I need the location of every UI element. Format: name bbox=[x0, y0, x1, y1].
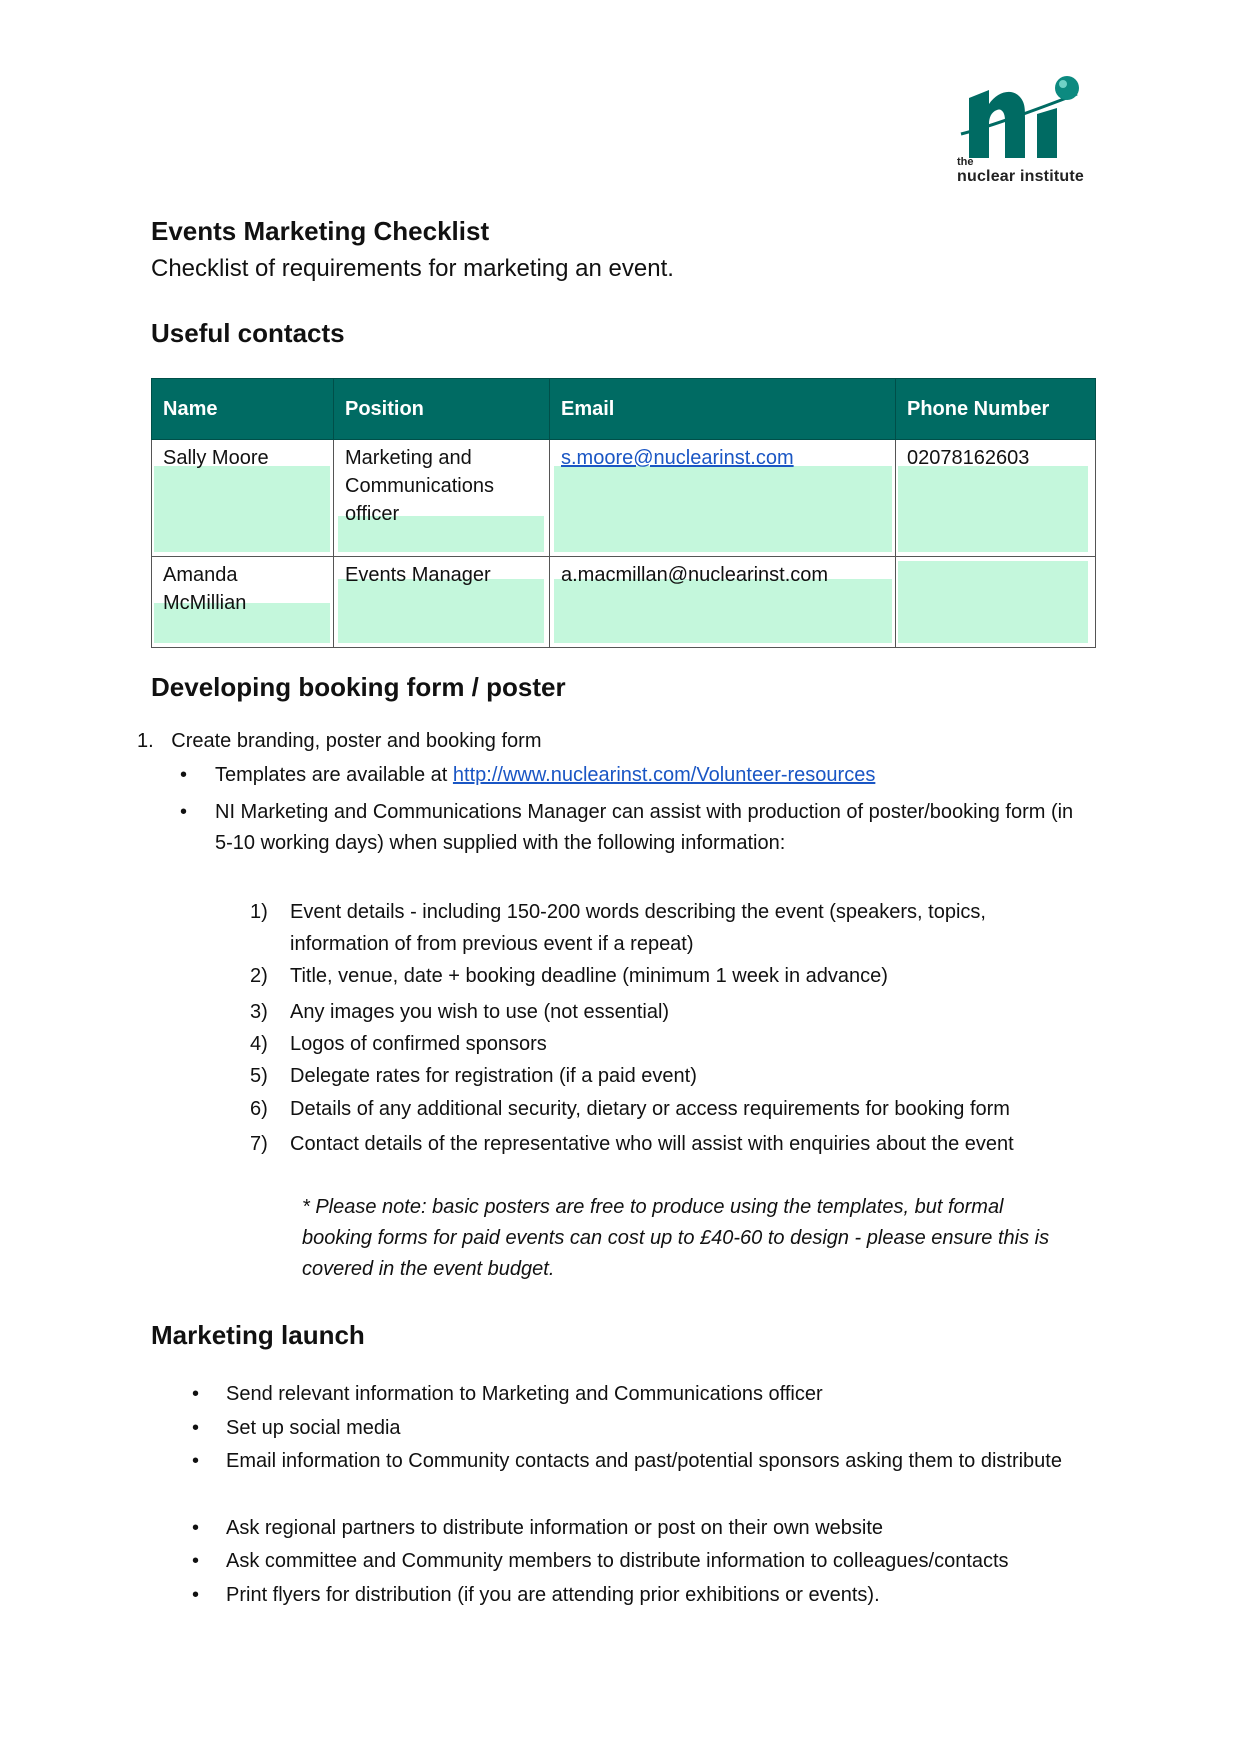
header-phone: Phone Number bbox=[896, 379, 1096, 440]
info-text: Event details - including 150-200 words describing the event (speakers, topics, information of from previous event if a repeat) bbox=[290, 901, 986, 955]
contact-position-cell bbox=[334, 440, 550, 557]
info-text: Logos of confirmed sponsors bbox=[290, 1033, 547, 1055]
bullet-icon: • bbox=[180, 764, 188, 786]
logo-name-text: nuclear institute bbox=[957, 168, 1084, 185]
info-number: 6) bbox=[250, 1098, 268, 1120]
contact-name: Amanda McMillian bbox=[163, 564, 247, 614]
step-text: Create branding, poster and booking form bbox=[171, 730, 542, 752]
list-item bbox=[192, 1414, 1106, 1442]
marketing-item-text: Set up social media bbox=[226, 1417, 401, 1439]
contact-position: Events Manager bbox=[345, 564, 491, 586]
marketing-item-text: Print flyers for distribution (if you are attending prior exhibitions or events). bbox=[226, 1584, 880, 1606]
list-item bbox=[192, 1380, 1106, 1408]
bullet-icon: • bbox=[192, 1417, 200, 1439]
page-subtitle: Checklist of requirements for marketing an event. bbox=[151, 255, 674, 282]
contacts-header-row bbox=[152, 379, 1096, 440]
logo-the-text: the bbox=[957, 156, 974, 168]
contact-name-cell bbox=[152, 440, 334, 557]
contact-position-cell bbox=[334, 557, 550, 648]
ni-logo-icon bbox=[955, 74, 1100, 166]
booking-step-1 bbox=[137, 730, 541, 753]
marketing-item-text: Ask committee and Community members to distribute information to colleagues/contacts bbox=[226, 1550, 1009, 1572]
bullet-icon: • bbox=[192, 1450, 200, 1472]
marketing-item-text: Ask regional partners to distribute information or post on their own website bbox=[226, 1517, 884, 1539]
header-position: Position bbox=[334, 379, 550, 440]
contact-name-cell bbox=[152, 557, 334, 648]
info-number: 3) bbox=[250, 1001, 268, 1023]
info-text: Contact details of the representative who will assist with enquiries about the event bbox=[290, 1133, 1014, 1155]
header-email: Email bbox=[550, 379, 896, 440]
table-row bbox=[152, 440, 1096, 557]
bullet-icon: • bbox=[192, 1550, 200, 1572]
assist-text: NI Marketing and Communications Manager can assist with production of poster/booking form (in 5-10 working days) when supplied with the following information: bbox=[215, 801, 1074, 854]
header-name: Name bbox=[152, 379, 334, 440]
list-item bbox=[192, 1581, 1106, 1609]
bullet-icon: • bbox=[180, 801, 188, 823]
contact-name: Sally Moore bbox=[163, 447, 269, 469]
bullet-icon: • bbox=[192, 1584, 200, 1606]
templates-text: Templates are available at bbox=[215, 764, 453, 786]
contact-phone-cell bbox=[896, 440, 1096, 557]
table-row bbox=[152, 557, 1096, 648]
info-number: 7) bbox=[250, 1133, 268, 1155]
contact-position: Marketing and Communications officer bbox=[345, 447, 494, 525]
contact-email-link[interactable]: s.moore@nuclearinst.com bbox=[561, 447, 794, 469]
info-text: Title, venue, date + booking deadline (minimum 1 week in advance) bbox=[290, 965, 888, 987]
info-number: 4) bbox=[250, 1033, 268, 1055]
step-number: 1. bbox=[137, 730, 154, 752]
marketing-item-text: Email information to Community contacts and past/potential sponsors asking them to distribute bbox=[226, 1450, 1062, 1472]
contacts-table bbox=[151, 378, 1096, 648]
marketing-launch-heading: Marketing launch bbox=[151, 1320, 365, 1350]
contact-email-cell bbox=[550, 557, 896, 648]
info-number: 5) bbox=[250, 1065, 268, 1087]
info-text: Delegate rates for registration (if a paid event) bbox=[290, 1065, 697, 1087]
templates-link[interactable]: http://www.nuclearinst.com/Volunteer-resources bbox=[452, 764, 876, 786]
list-item bbox=[192, 1447, 1086, 1475]
info-number: 1) bbox=[250, 901, 268, 923]
contact-email: a.macmillan@nuclearinst.com bbox=[561, 564, 829, 586]
bullet-icon: • bbox=[192, 1383, 200, 1405]
budget-note: * Please note: basic posters are free to produce using the templates, but formal booking forms for paid events can cost up to £40-60 to design - please ensure this is covered in the event budget. bbox=[302, 1196, 1050, 1280]
list-item bbox=[180, 760, 1095, 791]
list-item bbox=[192, 1514, 1106, 1542]
nuclear-institute-logo bbox=[955, 74, 1100, 189]
info-number: 2) bbox=[250, 965, 268, 987]
contact-email-cell bbox=[550, 440, 896, 557]
bullet-icon: • bbox=[192, 1517, 200, 1539]
list-item bbox=[180, 797, 1075, 859]
contact-phone-cell bbox=[896, 557, 1096, 648]
list-item bbox=[192, 1547, 1106, 1575]
info-text: Details of any additional security, dietary or access requirements for booking form bbox=[290, 1098, 1010, 1120]
page-title: Events Marketing Checklist bbox=[151, 216, 490, 246]
contact-phone: 02078162603 bbox=[907, 447, 1030, 469]
useful-contacts-heading: Useful contacts bbox=[151, 318, 345, 348]
marketing-item-text: Send relevant information to Marketing and Communications officer bbox=[226, 1383, 823, 1405]
info-text: Any images you wish to use (not essential) bbox=[290, 1001, 670, 1023]
booking-form-heading: Developing booking form / poster bbox=[151, 672, 566, 702]
